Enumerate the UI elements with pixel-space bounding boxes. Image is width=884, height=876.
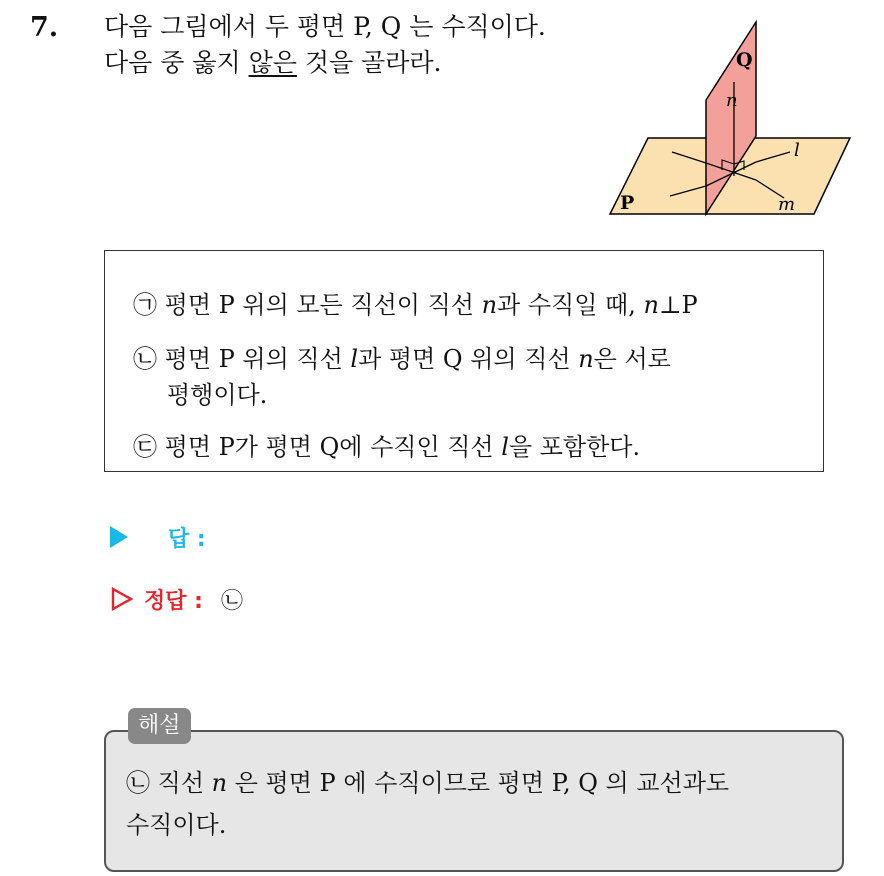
label-m: m <box>778 194 796 215</box>
outline-triangle-icon <box>110 587 134 611</box>
choices-box <box>104 250 824 472</box>
question-number: 7. <box>30 12 59 43</box>
correct-answer-label: 정답 : <box>144 589 203 614</box>
answer-label: 답 : <box>168 527 206 552</box>
question-text-line1: 다음 그림에서 두 평면 P, Q 는 수직이다. <box>104 12 546 41</box>
underlined-word: 않은 <box>248 48 297 77</box>
question-text-line2: 다음 중 옳지 않은 것을 골라라. <box>104 48 442 77</box>
correct-answer-row <box>110 584 243 615</box>
choice-2: ㉡ 평면 P 위의 직선 l과 평면 Q 위의 직선 n은 서로 <box>133 345 671 373</box>
solution-box <box>104 730 844 872</box>
label-q: Q <box>736 49 753 71</box>
choice-1: ㉠ 평면 P 위의 모든 직선이 직선 n과 수직일 때, n⊥P <box>133 291 698 319</box>
choice-3: ㉢ 평면 P가 평면 Q에 수직인 직선 l을 포함한다. <box>133 433 641 461</box>
planes-figure <box>600 10 860 220</box>
correct-answer-value: ㉡ <box>220 589 243 614</box>
label-n: n <box>726 90 738 111</box>
solution-tag: 해설 <box>128 708 191 744</box>
label-l: l <box>794 140 800 161</box>
answer-row <box>110 522 206 553</box>
choice-2-continued: 평행이다. <box>167 381 268 409</box>
filled-triangle-icon <box>110 526 128 548</box>
label-p: P <box>620 192 635 214</box>
solution-text: ㉡ 직선 n 은 평면 P 에 수직이므로 평면 P, Q 의 교선과도 수직이다. <box>126 769 730 839</box>
